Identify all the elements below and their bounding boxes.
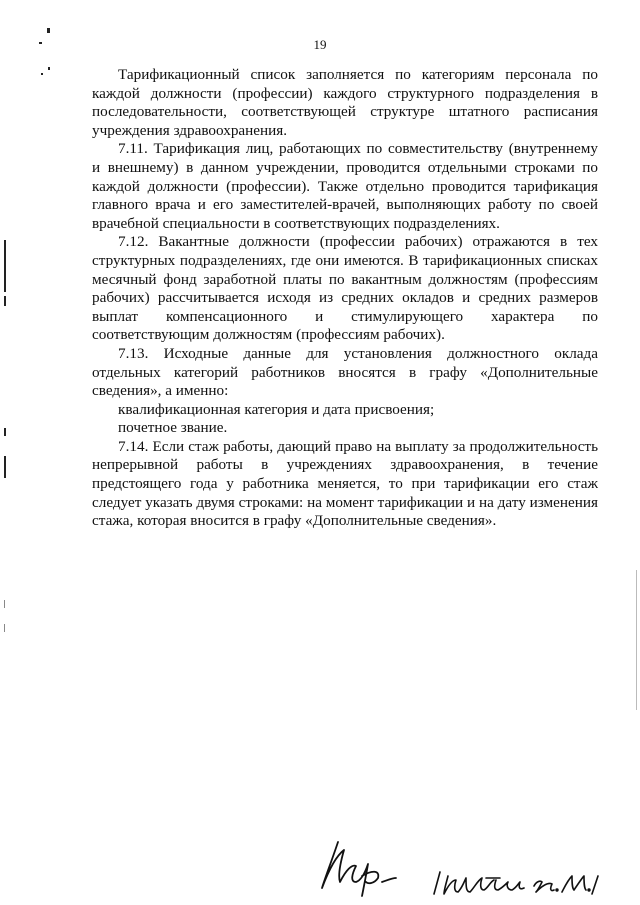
scan-artifact-line [4, 456, 6, 478]
scan-artifact-dot [47, 28, 50, 33]
document-body [92, 66, 598, 531]
list-item-honorary-title: почетное звание. [118, 419, 228, 437]
paragraph-7-12: 7.12. Вакантные должности (профессии рабочих) отражаются в тех структурных подразделениях, где они имеются. В тарификационных списках месячный фонд заработной платы по вакантным должностям (профессиям рабочих) рассчитывается исходя из средних окладов и средних размеров выплат компенсационного и стимулирующего характера по соответствующим должностям (профессиям рабочих). [92, 233, 598, 344]
paragraph-7-14: 7.14. Если стаж работы, дающий право на выплату за продолжительность непрерывной работы в учреждениях здравоохранения, в течение предстоящего года у работника меняется, то при тарификации его стаж следует указать двумя строками: на момент тарификации и на дату изменения стажа, которая вносится в графу «Дополнительные сведения». [92, 437, 598, 530]
scan-artifact-line [4, 600, 5, 608]
scan-artifact-dot [48, 67, 50, 70]
paragraph-7-13: 7.13. Исходные данные для установления должностного оклада отдельных категорий работников вносятся в графу «Дополнительные сведения», а именно: [92, 344, 598, 400]
handwritten-signature-left [322, 842, 396, 896]
scan-artifact-dot [39, 42, 42, 44]
scan-artifact-line [4, 240, 6, 292]
scan-artifact-line [636, 570, 637, 710]
scan-artifact-dot [41, 73, 43, 75]
scan-artifact-line [4, 296, 6, 306]
signature-area [0, 820, 640, 900]
paragraph-intro: Тарификационный список заполняется по категориям персонала по каждой должности (профессии) каждого структурного подразделения в последовательности, соответствующей структуре штатного расписания учреждения здравоохранения. [92, 66, 598, 139]
page-number: 19 [313, 37, 327, 52]
paragraph-7-11: 7.11. Тарификация лиц, работающих по совместительству (внутреннему и внешнему) в данном учреждении, проводится отдельными строками по каждой должности (профессии). Также отдельно проводится тарификация главного врача и его заместителей-врачей, выполняющих работу по своей врачебной специальности в соответствующих подразделениях. [92, 140, 598, 232]
scan-artifact-line [4, 624, 5, 632]
list-item-qualification: квалификационная категория и дата присвоения; [118, 400, 435, 418]
handwritten-signature-right [434, 872, 598, 894]
scan-artifact-line [4, 428, 6, 436]
